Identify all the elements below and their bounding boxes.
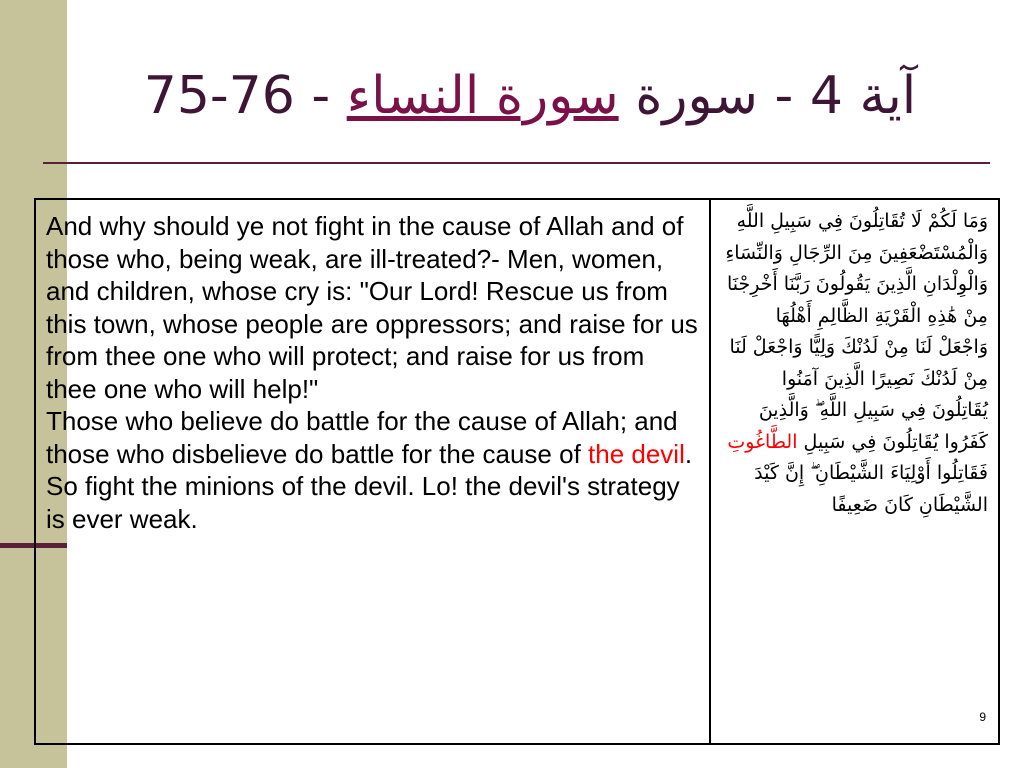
title-surah-number: 4: [809, 66, 843, 126]
devil-highlight: the devil: [588, 438, 685, 469]
title-surah-word: سورة: [635, 66, 758, 126]
slide-page-number: 9: [979, 709, 986, 724]
english-p2-end: . So fight the minions of the devil. Lo! the devil's strategy is ever weak.: [46, 438, 693, 534]
english-paragraph-1: And why should ye not fight in the cause of Allah and of those who, being weak, are ill-treated?- Men, women, and children, whose cry is: "Our Lord! Rescue us from this town, whose people are oppressors; and raise for us from thee one who will protect; and raise for us from thee one who will help!": [46, 211, 698, 404]
title-verse-range: 75-76: [143, 66, 295, 126]
english-translation-cell: [36, 200, 711, 743]
title-divider: [43, 162, 990, 164]
surah-name-link[interactable]: سورة النساء: [346, 66, 619, 126]
arabic-text-cell: [711, 200, 998, 743]
title-dash-2: -: [757, 66, 810, 126]
arabic-part-1: وَمَا لَكُمْ لَا تُقَاتِلُونَ فِي سَبِيلِ اللَّهِ وَالْمُسْتَضْعَفِينَ مِنَ الرِّجَالِ وَالنِّسَاءِ وَالْوِلْدَانِ الَّذِينَ يَقُولُونَ رَبَّنَا أَخْرِجْنَا مِنْ هَٰذِهِ الْقَرْيَةِ الظَّالِمِ أَهْلُهَا وَاجْعَلْ لَنَا مِنْ لَدُنْكَ وَلِيًّا وَاجْعَلْ لَنَا مِنْ لَدُنْكَ نَصِيرًا الَّذِينَ آمَنُوا يُقَاتِلُونَ فِي سَبِيلِ اللَّهِ ۖ وَالَّذِينَ كَفَرُوا يُقَاتِلُونَ فِي سَبِيلِ: [725, 210, 988, 453]
arabic-part-2: فَقَاتِلُوا أَوْلِيَاءَ الشَّيْطَانِ ۖ إِنَّ كَيْدَ الشَّيْطَانِ كَانَ ضَعِيفًا: [754, 462, 988, 516]
title-dash-1: -: [294, 66, 347, 126]
english-paragraph-2: [46, 405, 699, 535]
slide-title: [140, 60, 920, 132]
taghut-highlight: الطَّاغُوتِ: [727, 430, 798, 453]
arabic-verse-text: [721, 206, 988, 521]
title-ayah-word: آية: [859, 66, 917, 126]
translation-table: [34, 198, 1000, 745]
english-p2-start: Those who believe do battle for the cause of Allah; and those who disbelieve do battle for the cause of: [46, 406, 678, 469]
